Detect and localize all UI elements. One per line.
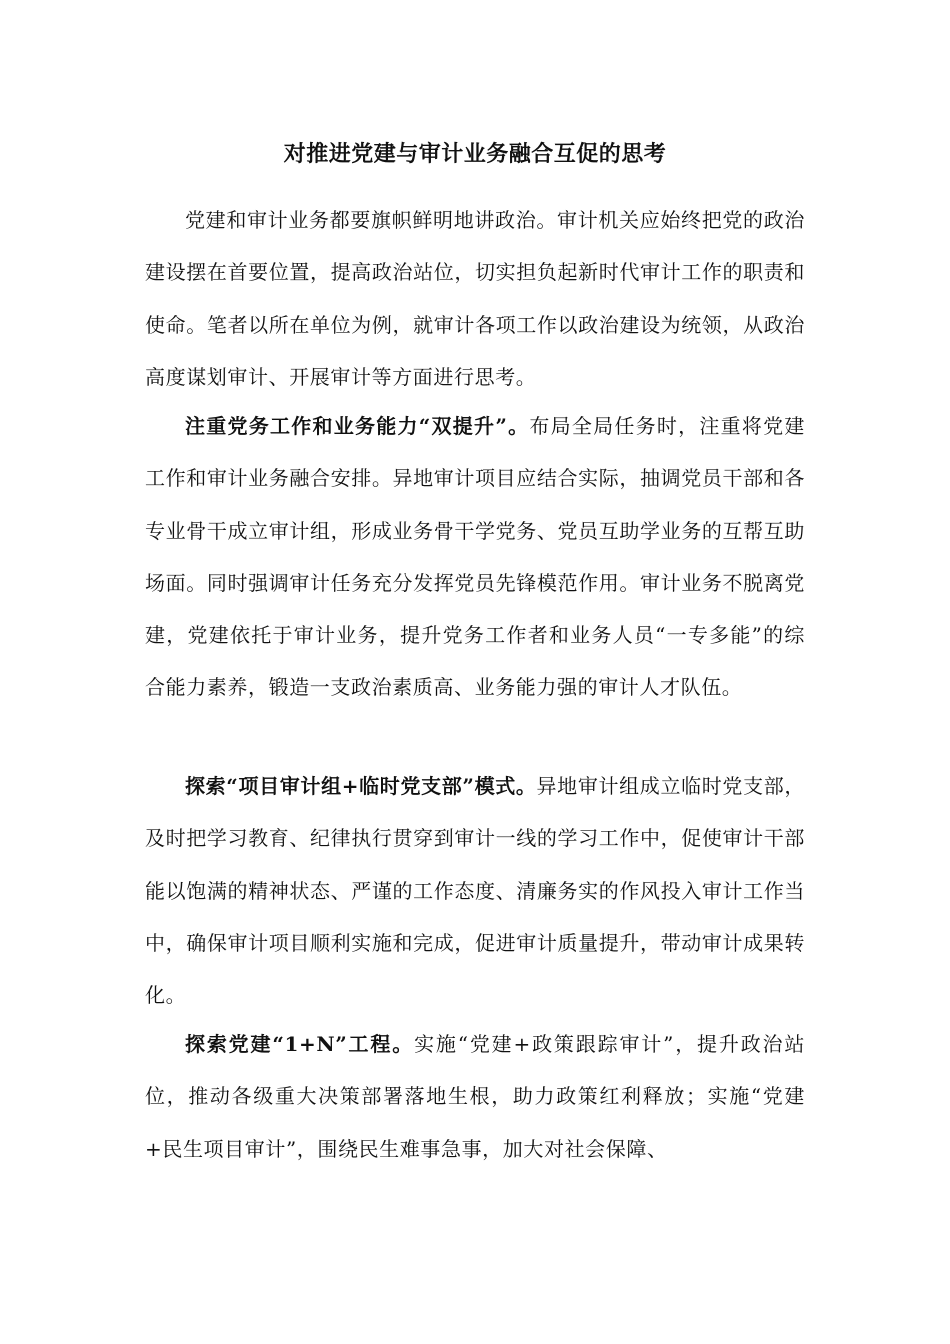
section-text-2: 异地审计组成立临时党支部，及时把学习教育、纪律执行贯穿到审计一线的学习工作中，促使审计干部能以饱满的精神状态、严谨的工作态度、清廉务实的作风投入审计工作当中，确保审计项目顺利实施和完成，促进审计质量提升，带动审计成果转化。 xyxy=(145,774,805,1008)
intro-paragraph: 党建和审计业务都要旗帜鲜明地讲政治。审计机关应始终把党的政治建设摆在首要位置，提高政治站位，切实担负起新时代审计工作的职责和使命。笔者以所在单位为例，就审计各项工作以政治建设为统领，从政治高度谋划审计、开展审计等方面进行思考。 xyxy=(145,208,805,389)
section-text-3: 实施“党建+政策跟踪审计”，提升政治站位，推动各级重大决策部署落地生根，助力政策红利释放；实施“党建+民生项目审计”，围绕民生难事急事，加大对社会保障、 xyxy=(145,1032,805,1161)
section-heading-2: 探索“项目审计组+临时党支部”模式。 xyxy=(185,774,537,798)
section-paragraph-1 xyxy=(145,400,805,714)
section-heading-1: 注重党务工作和业务能力“双提升”。 xyxy=(185,414,530,438)
section-text-1: 布局全局任务时，注重将党建工作和审计业务融合安排。异地审计项目应结合实际，抽调党员干部和各专业骨干成立审计组，形成业务骨干学党务、党员互助学业务的互帮互助场面。同时强调审计任务充分发挥党员先锋模范作用。审计业务不脱离党建，党建依托于审计业务，提升党务工作者和业务人员“一专多能”的综合能力素养，锻造一支政治素质高、业务能力强的审计人才队伍。 xyxy=(145,414,805,700)
document-title: 对推进党建与审计业务融合互促的思考 xyxy=(283,141,667,167)
section-paragraph-2 xyxy=(145,760,805,1021)
section-heading-3: 探索党建“1+N”工程。 xyxy=(185,1032,415,1056)
section-paragraph-3 xyxy=(145,1018,805,1175)
